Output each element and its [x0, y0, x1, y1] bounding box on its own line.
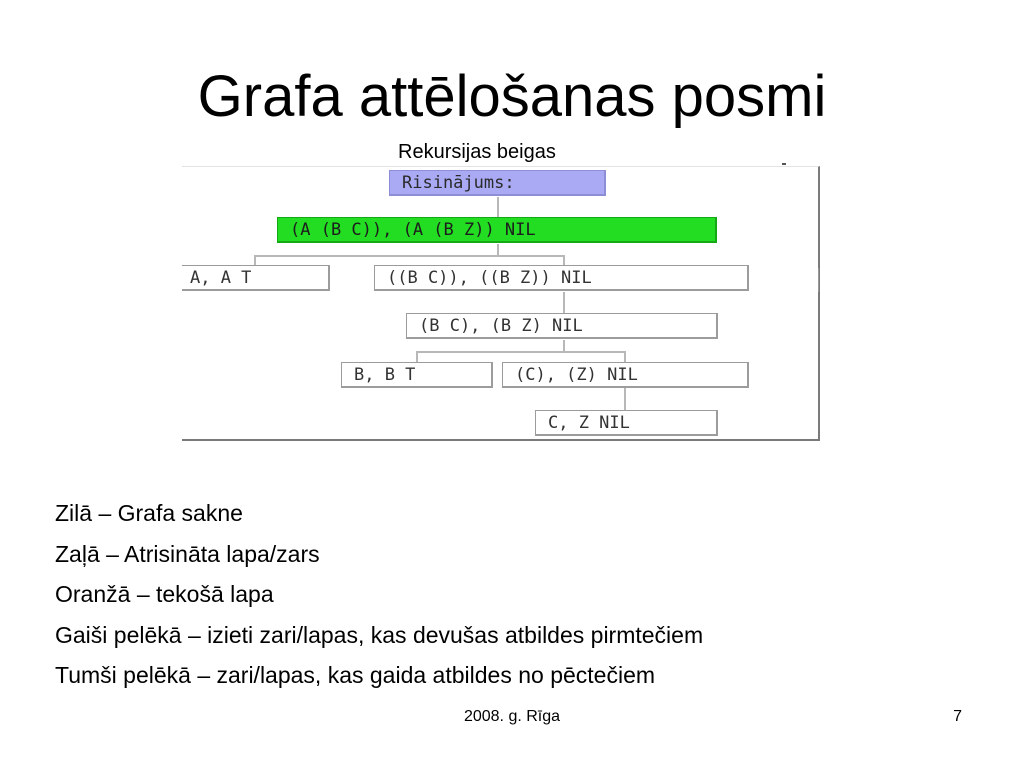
slide-subtitle: Rekursijas beigas	[398, 141, 556, 163]
connector-level2-bar	[254, 255, 565, 257]
legend-item-blue: Zilā – Grafa sakne	[55, 500, 243, 526]
tree-node-root: Risinājums:	[389, 170, 606, 196]
tree-node-level4-left: B, B T	[341, 362, 493, 388]
connector-to-level2-left	[254, 255, 256, 265]
legend-item-light-gray: Gaiši pelēkā – izieti zari/lapas, kas devušas atbildes pirmtečiem	[55, 621, 704, 648]
connector-root-level1	[497, 197, 499, 219]
legend-item-orange: Oranžā – tekošā lapa	[55, 581, 274, 607]
legend-item-dark-gray: Tumši pelēkā – zari/lapas, kas gaida atbildes no pēctečiem	[55, 662, 656, 688]
tick-mark	[782, 163, 786, 165]
tree-node-level4-right: (C), (Z) NIL	[502, 362, 749, 388]
connector-level4-level5	[624, 388, 626, 410]
color-legend	[55, 497, 703, 700]
connector-level4-bar	[416, 351, 626, 353]
connector-level3-down	[563, 340, 565, 351]
connector-level2-level3	[563, 292, 565, 313]
footer-place-date: 2008. g. Rīga	[463, 708, 561, 725]
tree-node-level2-right: ((B C)), ((B Z)) NIL	[374, 265, 749, 291]
tree-node-level2-left: A, A T	[182, 265, 330, 291]
edge-mark	[818, 268, 819, 292]
tree-node-level3: (B C), (B Z) NIL	[406, 313, 718, 339]
connector-to-level4-right	[624, 351, 626, 362]
connector-level1-down	[497, 244, 499, 255]
connector-to-level4-left	[416, 351, 418, 362]
legend-item-green: Zaļā – Atrisināta lapa/zars	[55, 540, 320, 567]
connector-to-level2-right	[563, 255, 565, 265]
slide-title: Grafa attēlošanas posmi	[197, 64, 827, 129]
tree-node-level1: (A (B C)), (A (B Z)) NIL	[277, 217, 717, 243]
page-number: 7	[953, 708, 962, 725]
tree-node-level5: C, Z NIL	[535, 410, 718, 436]
recursion-tree-diagram	[182, 166, 820, 441]
